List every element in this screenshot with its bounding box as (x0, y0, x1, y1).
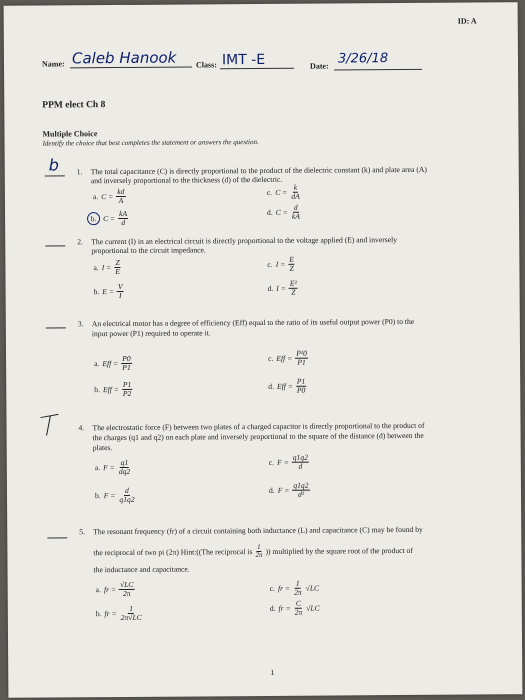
q4-option-d[interactable] (269, 482, 310, 498)
option-letter: d. (267, 207, 273, 217)
option-letter: a. (94, 462, 101, 472)
denominator: d (298, 461, 303, 471)
option-lhs: I = (276, 283, 286, 293)
q4-option-c[interactable] (269, 454, 309, 470)
q3-option-c[interactable] (268, 350, 308, 366)
option-lhs: Eff = (102, 384, 119, 394)
q5-option-a[interactable] (96, 581, 135, 597)
option-fraction (289, 280, 298, 296)
q5-option-d[interactable] (270, 600, 320, 617)
q4-text-line2: the charges (q1 and q2) on each plate and inversely proportional to the square of the distance (d) between the (92, 430, 424, 443)
option-tail: √LC (306, 603, 320, 613)
q5-option-c[interactable] (270, 580, 320, 597)
name-label: Name: (41, 59, 65, 69)
numerator: d (125, 485, 129, 495)
option-letter: b. (94, 490, 101, 500)
q4-option-b[interactable] (95, 487, 136, 503)
worksheet-page (4, 2, 523, 698)
q2-text-line2: proportional to the circuit impedance. (91, 245, 206, 256)
option-lhs: E = (102, 286, 114, 296)
page-number: 1 (270, 667, 275, 677)
q4-pencil-mark[interactable] (36, 409, 62, 439)
denominator: dA (291, 191, 300, 201)
q2-number: 2. (77, 237, 83, 247)
option-fraction (292, 482, 309, 498)
date-label: Date: (309, 61, 329, 71)
option-letter: a. (93, 262, 99, 272)
q4-number: 4. (78, 423, 85, 433)
option-fraction (117, 283, 124, 299)
class-label: Class: (195, 60, 217, 70)
option-fraction (294, 600, 304, 616)
selected-circle-icon (87, 212, 100, 225)
denominator: d² (297, 489, 305, 499)
option-lhs: fr = (104, 608, 117, 618)
option-fraction (118, 487, 135, 503)
q5-answer-blank[interactable] (47, 537, 67, 538)
option-fraction (119, 581, 135, 597)
denominator: P1 (297, 357, 306, 367)
option-letter: d. (268, 485, 275, 495)
q1-option-b[interactable] (87, 210, 128, 226)
numerator: d (293, 202, 298, 212)
option-fraction (288, 256, 295, 272)
option-letter: c. (269, 583, 275, 593)
q4-text-line3: plates. (92, 443, 113, 453)
q5-line2-end: )) multiplied by the square root of the product of (265, 545, 413, 556)
option-fraction (122, 381, 133, 397)
option-letter: b. (93, 286, 100, 296)
date-line (334, 69, 422, 71)
option-fraction (293, 580, 303, 596)
q5-text-line1: The resonant frequency (fr) of a circuit containing both inductance (L) and capacitance (C) may be found by (93, 524, 423, 537)
hint-fraction (254, 544, 263, 559)
numerator: q1q2 (292, 452, 308, 462)
option-letter: d. (269, 603, 276, 613)
course-title: PPM elect Ch 8 (42, 100, 106, 111)
q4-text-line1: The electrostatic force (F) between two plates of a charged capacitor is directly proportional to the product of (92, 420, 425, 433)
q2-option-a[interactable] (93, 259, 121, 275)
student-name[interactable]: Caleb Hanook (71, 48, 177, 68)
q5-text-line2 (93, 543, 413, 560)
numerator: C (295, 598, 301, 608)
denominator: 2π√LC (120, 612, 142, 622)
denominator: A (118, 195, 124, 205)
option-lhs: Eff = (276, 381, 293, 391)
option-lhs: C = (275, 187, 288, 197)
option-lhs: F = (277, 485, 290, 495)
denominator: Z (291, 287, 296, 297)
numerator: Z (115, 257, 120, 268)
denominator: kA (291, 211, 300, 221)
q3-option-a[interactable] (94, 355, 132, 371)
denominator: 2π (294, 607, 303, 617)
denominator: q1q2 (119, 494, 135, 504)
option-fraction (295, 350, 308, 366)
denominator: 2π (255, 551, 263, 560)
numerator: q1q2 (293, 480, 309, 490)
numerator: V (117, 281, 123, 292)
option-lhs: Eff = (102, 358, 119, 368)
numerator: E² (289, 278, 297, 288)
q1-text-line2: and inversely proportional to the thickness (d) of the dielectric. (90, 174, 283, 186)
denominator: I (119, 290, 122, 300)
q3-answer-blank[interactable] (46, 327, 66, 328)
q1-answer-blank[interactable] (45, 175, 65, 176)
option-lhs: fr = (277, 583, 291, 593)
option-letter: d. (268, 381, 274, 391)
denominator: dq2 (118, 466, 131, 476)
numerator: √LC (119, 579, 134, 590)
q5-option-b[interactable] (96, 605, 143, 622)
q2-answer-blank[interactable] (45, 245, 65, 246)
denominator: P1 (122, 362, 131, 372)
option-letter: a. (92, 191, 99, 201)
option-lhs: I = (275, 259, 286, 269)
option-letter: a. (95, 584, 101, 594)
q2-option-c[interactable] (267, 256, 295, 272)
option-lhs: F = (277, 457, 289, 467)
option-lhs: C = (103, 213, 116, 223)
numerator: E (289, 254, 294, 264)
q1-text-line1: The total capacitance (C) is directly proportional to the product of the dielectric constant (k) and plate area (A) (90, 164, 427, 177)
section-title: Multiple Choice (42, 129, 98, 139)
option-letter: b. (94, 384, 101, 394)
q5-line2-start: the reciprocal of two pi (2π) Hint:((The reciprocal is (93, 547, 253, 558)
q3-text-line2: input power (P1) required to operate it. (91, 328, 211, 339)
option-fraction (296, 378, 307, 394)
q3-number: 3. (77, 319, 84, 329)
denominator: Z (289, 263, 294, 273)
q4-option-a[interactable] (95, 459, 131, 475)
denominator: 2π (122, 588, 131, 598)
numerator: P1 (296, 376, 306, 386)
q3-option-d[interactable] (268, 378, 306, 394)
q5-text-line3: the inductance and capacitance. (93, 564, 190, 575)
option-letter: c. (266, 187, 273, 197)
denominator: P0 (296, 385, 306, 395)
option-tail: √LC (305, 583, 320, 593)
section-instructions: Identify the choice that best completes the statement or answers the question. (42, 138, 259, 148)
option-lhs: C = (275, 207, 288, 217)
option-letter: b. (95, 608, 102, 618)
option-fraction (291, 204, 301, 220)
option-lhs: F = (103, 490, 116, 500)
option-fraction (290, 184, 301, 200)
option-lhs: F = (103, 462, 115, 472)
option-fraction (114, 259, 121, 275)
q1-option-d[interactable] (267, 204, 301, 220)
option-lhs: fr = (278, 603, 291, 613)
option-lhs: C = (101, 191, 114, 201)
option-lhs: fr = (103, 584, 117, 594)
option-fraction (120, 605, 143, 621)
id-label: ID: A (457, 16, 477, 26)
numerator: 1 (257, 543, 261, 552)
option-fraction (121, 355, 132, 371)
numerator: kA (119, 208, 128, 219)
q2-text-line1: The current (I) in an electrical circuit is directly proportional to the voltage applied (E) and inversely (91, 235, 398, 247)
numerator: P0 (122, 353, 131, 363)
q2-option-b[interactable] (94, 283, 124, 299)
q1-option-a[interactable] (93, 188, 126, 204)
numerator: 1 (295, 578, 300, 588)
date-value[interactable]: 3/26/18 (337, 51, 389, 67)
option-fraction (292, 454, 309, 470)
option-fraction (118, 210, 128, 226)
denominator: E (115, 266, 120, 276)
option-lhs: I = (101, 262, 112, 272)
class-value[interactable]: IMT -E (221, 51, 266, 69)
option-lhs: Eff = (276, 353, 293, 363)
numerator: q1 (120, 457, 129, 467)
numerator: k (293, 182, 298, 192)
option-fraction (116, 188, 125, 204)
option-letter: d. (267, 283, 274, 293)
q5-number: 5. (79, 527, 85, 537)
numerator: kd (117, 186, 125, 197)
q3-option-b[interactable] (94, 381, 132, 397)
q1-answer[interactable]: b (48, 155, 59, 175)
denominator: d (121, 217, 126, 227)
numerator: 1 (129, 603, 134, 613)
numerator: P²0 (296, 348, 307, 358)
q2-option-d[interactable] (268, 280, 298, 296)
q3-text-line1: An electrical motor has a degree of efficiency (Eff) equal to the ratio of its useful output power (P0) to the (91, 316, 415, 329)
numerator: P1 (122, 379, 132, 389)
q1-number: 1. (76, 167, 83, 177)
option-letter: c. (267, 259, 273, 269)
option-letter: a. (94, 358, 100, 368)
option-fraction (118, 459, 132, 475)
option-letter: b. (90, 213, 97, 223)
denominator: P2 (122, 388, 132, 398)
option-letter: c. (268, 353, 274, 363)
q1-option-c[interactable] (267, 184, 301, 200)
option-letter: c. (268, 457, 275, 467)
denominator: 2π (294, 587, 302, 597)
